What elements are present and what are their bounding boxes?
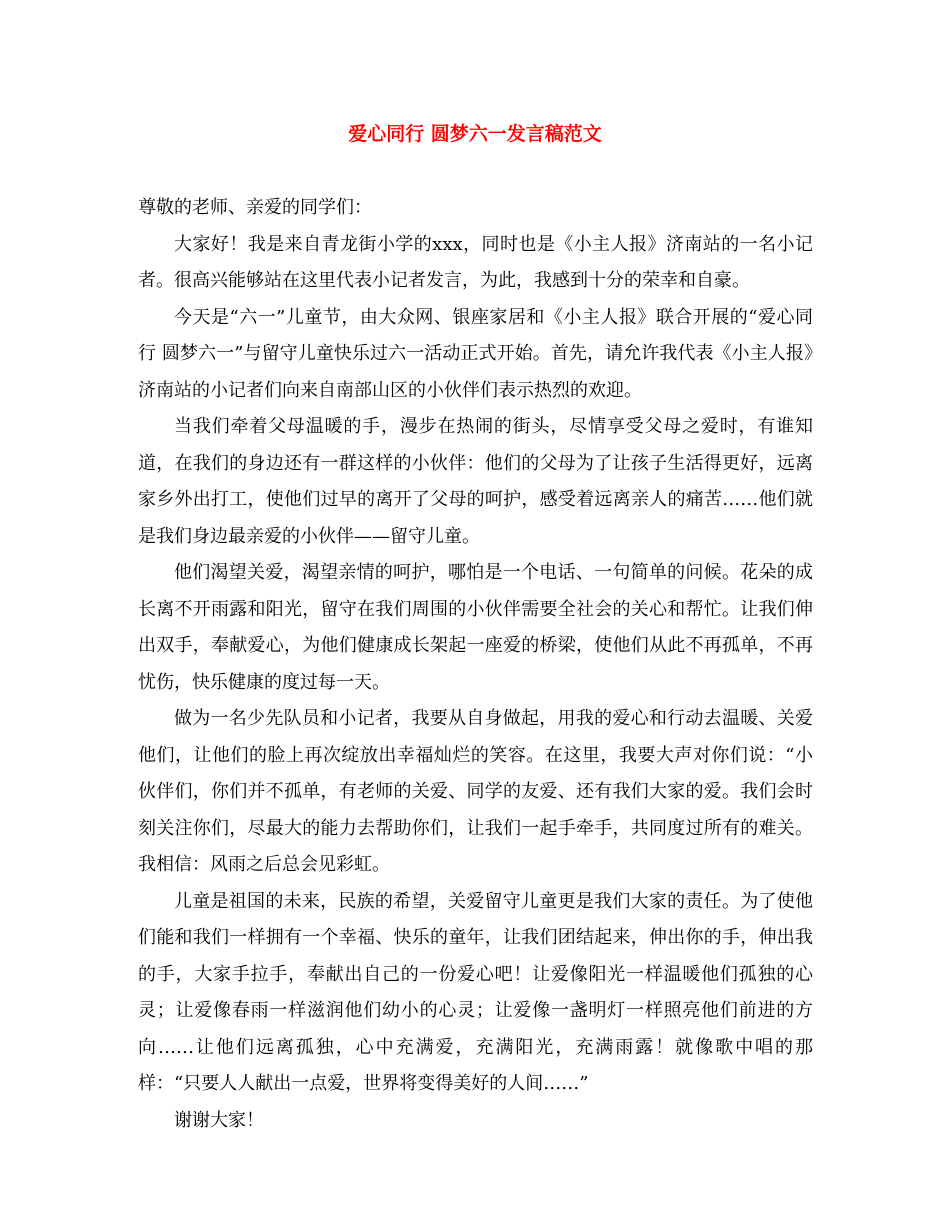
paragraph: 他们渴望关爱，渴望亲情的呵护，哪怕是一个电话、一句简单的问候。花朵的成长离不开雨露和阳光，留守在我们周围的小伙伴需要全社会的关心和帮忙。让我们伸出双手，奉献爱心，为他们健康成长架起一座爱的桥梁，使他们从此不再孤单，不再忧伤，快乐健康的度过每一天。 [138,562,813,693]
paragraph: 当我们牵着父母温暖的手，漫步在热闹的街头，尽情享受父母之爱时，有谁知道，在我们的身边还有一群这样的小伙伴：他们的父母为了让孩子生活得更好，远离家乡外出打工，使他们过早的离开了父母的呵护，感受着远离亲人的痛苦……他们就是我们身边最亲爱的小伙伴——留守儿童。 [138,416,813,547]
paragraph: 今天是“六一”儿童节，由大众网、银座家居和《小主人报》联合开展的“爱心同行 圆梦六一”与留守儿童快乐过六一活动正式开始。首先，请允许我代表《小主人报》济南站的小记者们向来自南部山区的小伙伴们表示热烈的欢迎。 [138,306,813,401]
document-body [138,190,813,1139]
paragraph: 儿童是祖国的未来，民族的希望，关爱留守儿童更是我们大家的责任。为了使他们能和我们一样拥有一个幸福、快乐的童年，让我们团结起来，伸出你的手，伸出我的手，大家手拉手，奉献出自己的一份爱心吧！让爱像阳光一样温暖他们孤独的心灵；让爱像春雨一样滋润他们幼小的心灵；让爱像一盏明灯一样照亮他们前进的方向……让他们远离孤独，心中充满爱，充满阳光，充满雨露！就像歌中唱的那样：“只要人人献出一点爱，世界将变得美好的人间……” [138,890,813,1094]
document-title: 爱心同行 圆梦六一发言稿范文 [348,123,602,145]
paragraph: 做为一名少先队员和小记者，我要从自身做起，用我的爱心和行动去温暖、关爱他们，让他们的脸上再次绽放出幸福灿烂的笑容。在这里，我要大声对你们说：“小伙伴们，你们并不孤单，有老师的关爱、同学的友爱、还有我们大家的爱。我们会时刻关注你们，尽最大的能力去帮助你们，让我们一起手牵手，共同度过所有的难关。我相信：风雨之后总会见彩虹。 [138,708,813,875]
paragraph: 大家好！我是来自青龙街小学的xxx，同时也是《小主人报》济南站的一名小记者。很高兴能够站在这里代表小记者发言，为此，我感到十分的荣幸和自豪。 [138,233,813,291]
closing-line: 谢谢大家！ [174,1109,264,1131]
salutation: 尊敬的老师、亲爱的同学们： [138,197,372,218]
